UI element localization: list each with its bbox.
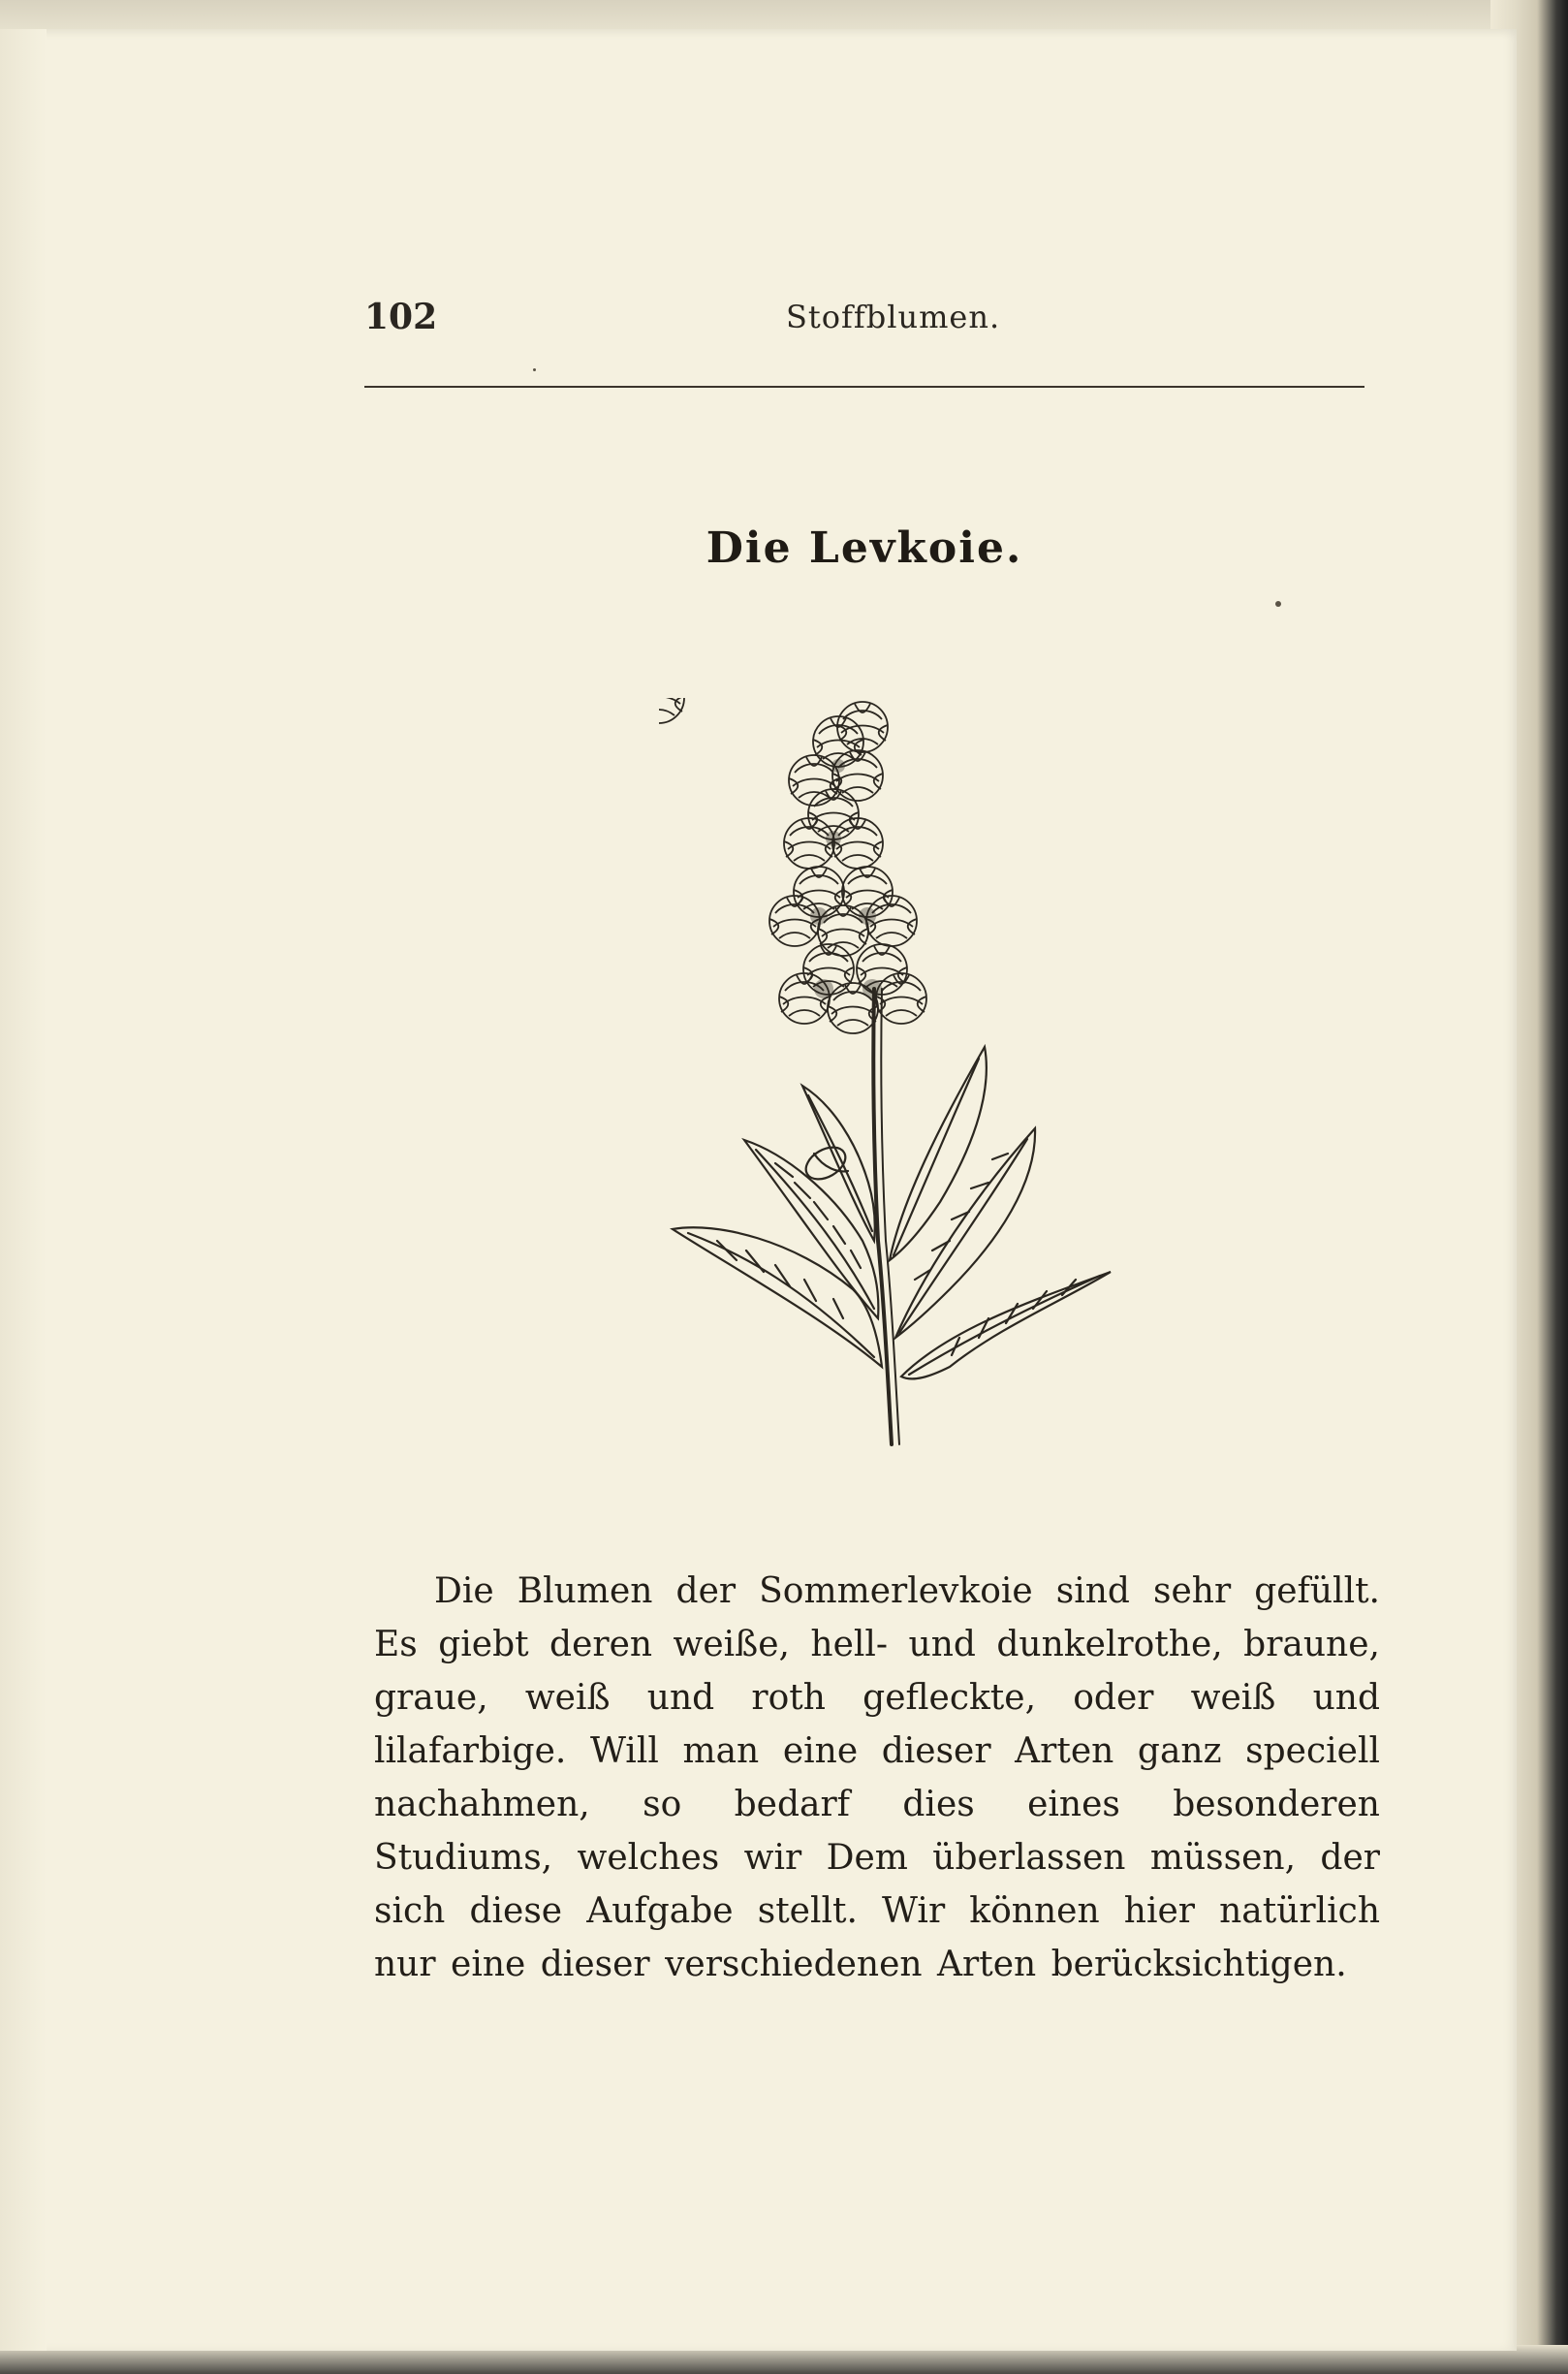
running-head (364, 287, 1364, 345)
paper-speck (533, 368, 536, 371)
chapter-title: Die Levkoie. (706, 523, 1023, 573)
page-fold-shadow (0, 29, 47, 2351)
page-number: 102 (364, 297, 438, 337)
scan-top-edge (0, 0, 1568, 33)
body-paragraph: Die Blumen der Sommerlevkoie sind sehr gefüllt. Es giebt deren weiße, hell- und dunkelrothe, braune, graue, weiß und roth gefleckte, oder weiß und lilafarbige. Will man eine dieser Arten ganz speciell nachahmen, so bedarf dies eines besonderen Studiums, welches wir Dem überlassen müssen, der sich diese Aufgabe stellt. Wir können hier natürlich nur eine dieser verschiedenen Arten berücksichtigen. (374, 1571, 1380, 1984)
levkoje-flower-engraving-icon (659, 698, 1144, 1473)
paper-speck (1275, 601, 1281, 607)
running-title: Stoffblumen. (786, 299, 1001, 335)
header-rule (364, 386, 1364, 388)
